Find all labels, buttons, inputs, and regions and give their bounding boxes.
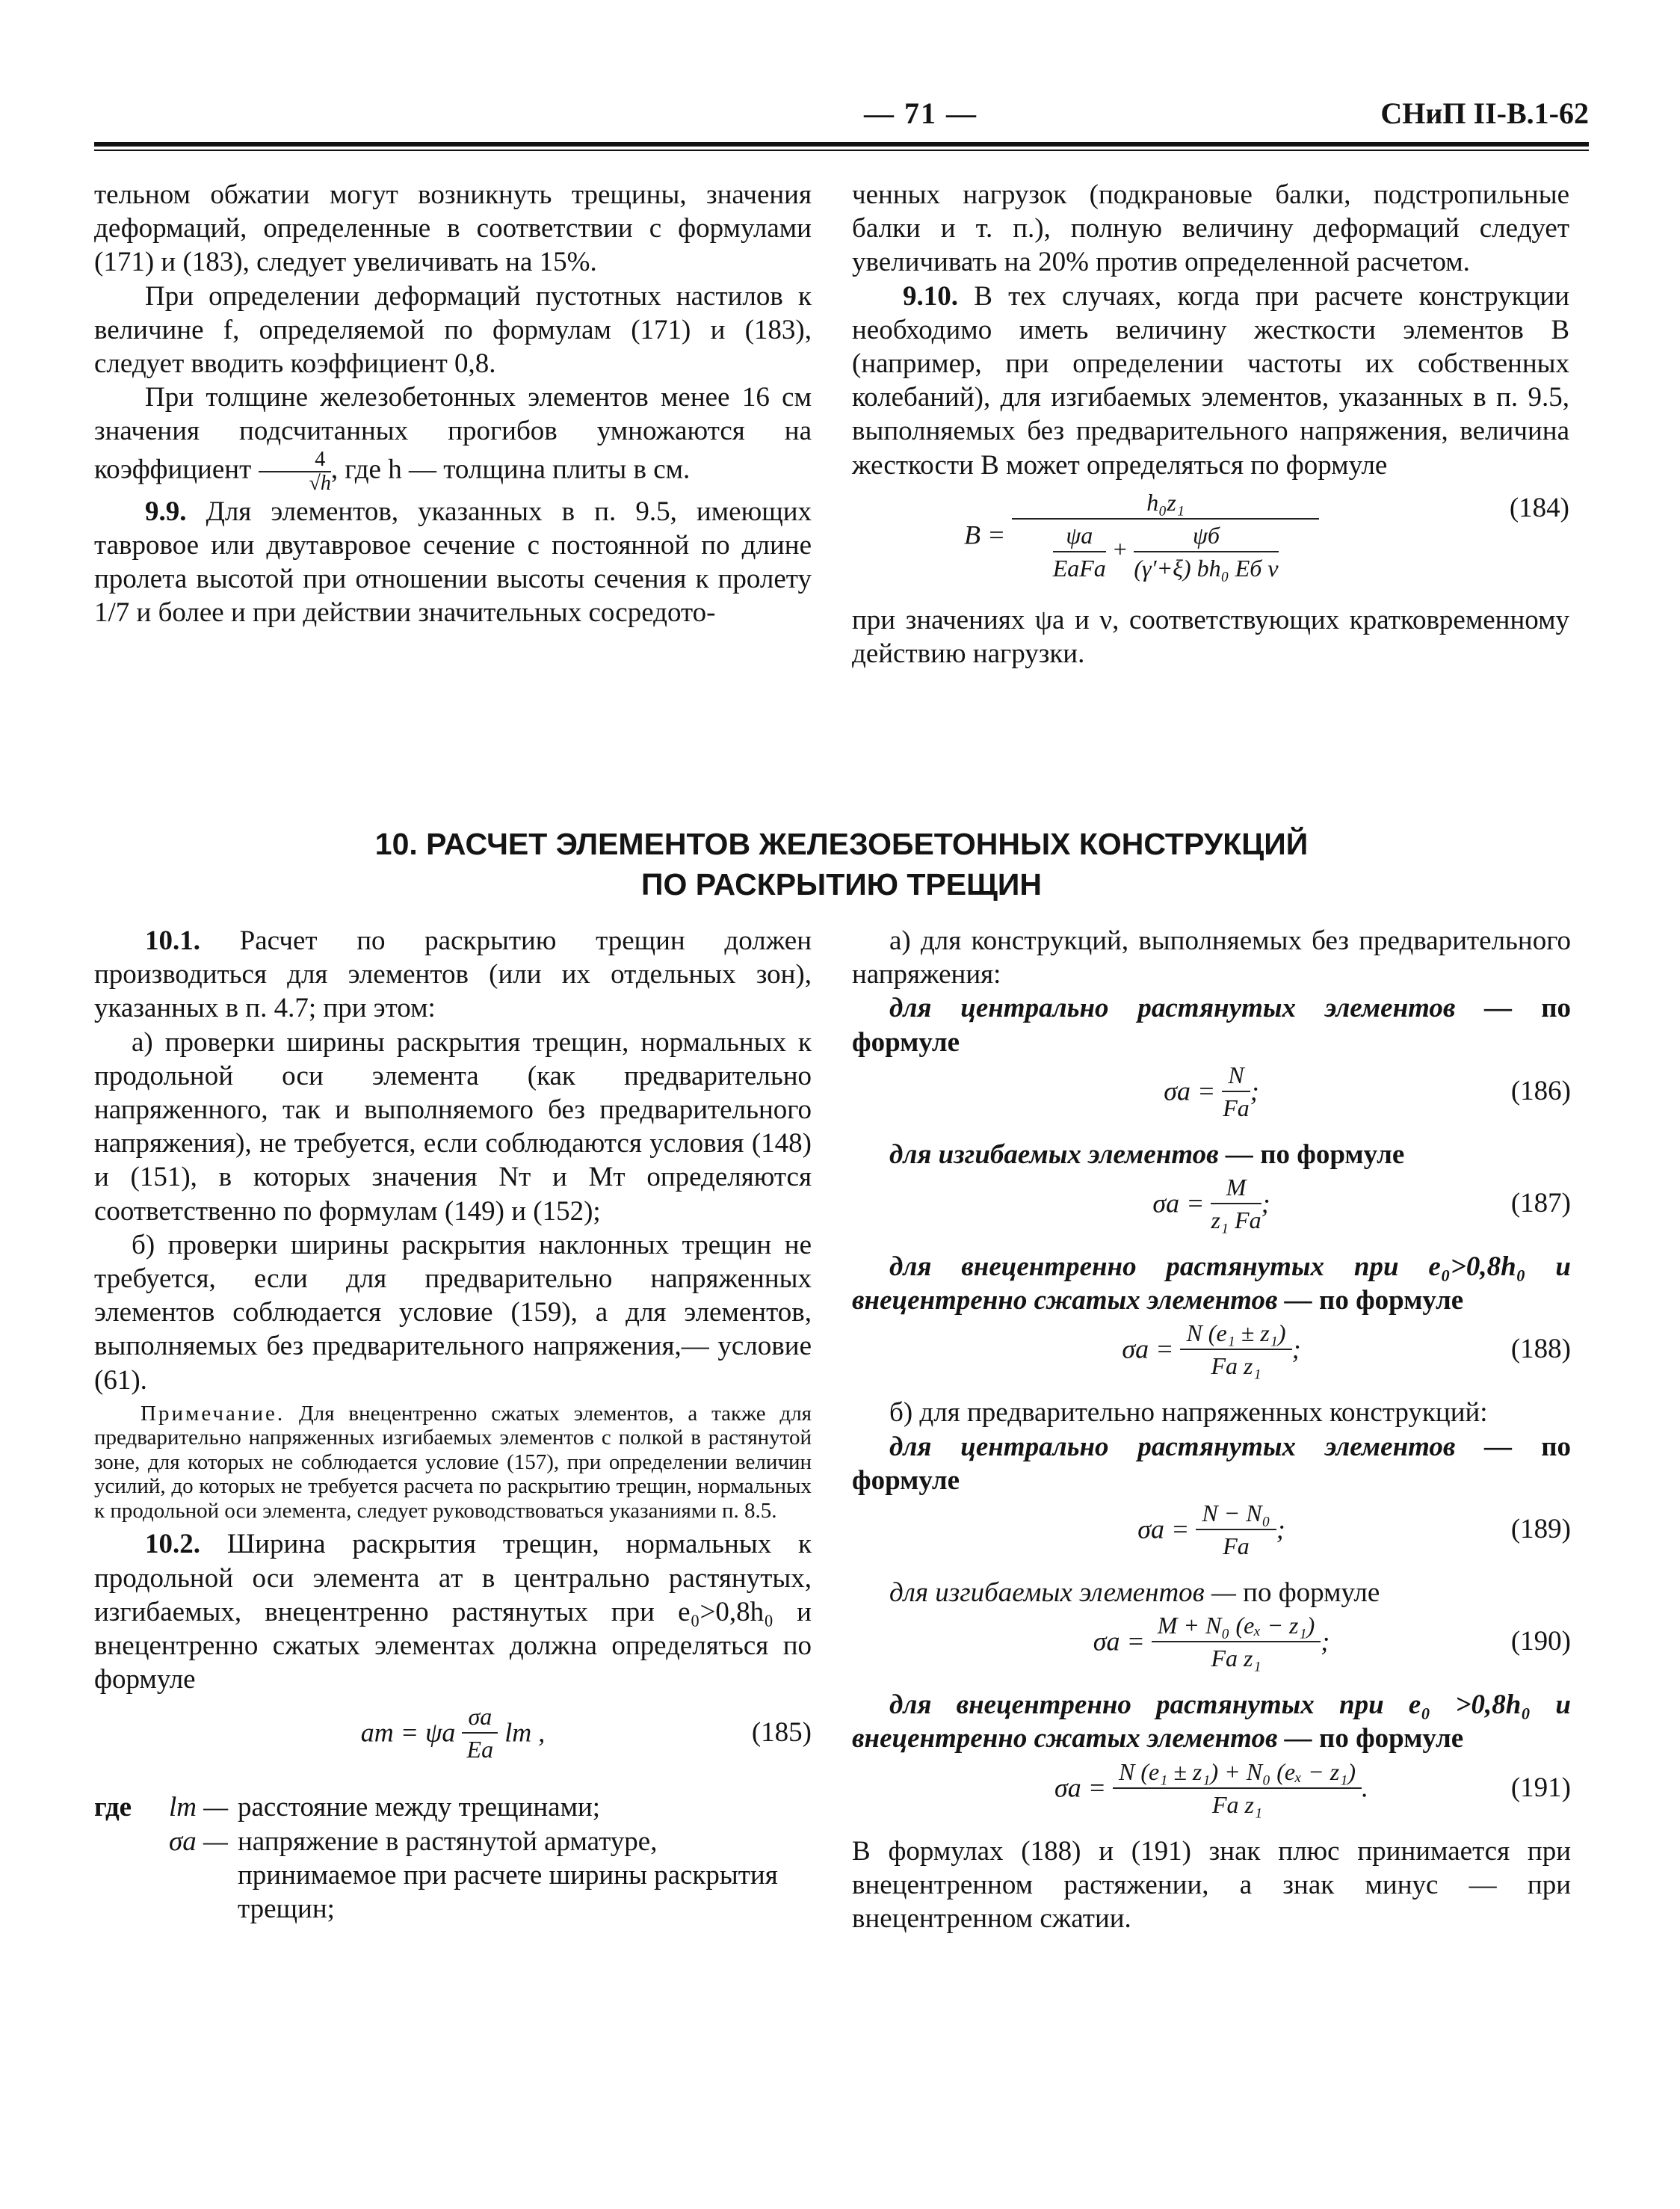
text: Ширина раскрытия трещин, нормальных к продольной оси элемента aт в центрально растянутых, изгибаемых, внецентренно растянутых при e₀>0,8h₀ и внецентренно сжатых элементах должна определяться по формуле (94, 1529, 812, 1695)
fraction-denominator: z₁ Fа (1211, 1207, 1261, 1234)
paragraph: ченных нагрузок (подкрановые балки, подстропильные балки и т. п.), полную величину деформаций следует увеличивать на 20% против определенной расчетом. (852, 179, 1569, 278)
fraction-denominator: Fа z₁ (1211, 1352, 1261, 1380)
paragraph: при значениях ψа и ν, соответствующих кратковременному действию нагрузки. (852, 604, 1569, 670)
fraction-denominator: EаFа (1052, 554, 1106, 582)
definitions (94, 1790, 812, 1926)
text: Для элементов, указанных в п. 9.5, имеющих тавровое или двутавровое сечение с постоянной по длине пролета высотой при отношении высоты сечения к пролету 1/7 и более и при действии значительных сосредото- (94, 496, 812, 629)
formula-body (852, 1609, 1571, 1674)
case-italic: для изгибаемых элементов — (889, 1577, 1236, 1609)
case-text (852, 1138, 1571, 1171)
formula-fraction (1152, 1609, 1321, 1674)
top-right-column (852, 178, 1569, 671)
formula-lhs: σа = (1152, 1188, 1205, 1219)
formula-lhs: σа = (1164, 1076, 1216, 1106)
equation-number: (187) (1510, 1188, 1571, 1219)
fraction-numerator: h₀z₁ (1012, 487, 1319, 520)
formula-tail: ; (1321, 1626, 1330, 1657)
definition-row (94, 1825, 812, 1926)
formula-191 (852, 1756, 1571, 1834)
formula-fraction (1222, 1059, 1250, 1124)
formula-fraction (1012, 487, 1319, 584)
sub-fraction (1053, 520, 1106, 584)
formula-lhs: σа = (1137, 1514, 1190, 1544)
case-text (852, 1576, 1571, 1609)
paragraph-9-10 (852, 280, 1569, 482)
paragraph: При определении деформаций пустотных настилов к величине f, определяемой по формулам (171) и (183), следует вводить коэффициент 0,8. (94, 280, 812, 380)
fraction-numerator: 4 (259, 449, 331, 472)
top-left-column (94, 178, 812, 629)
formula-tail: . (1362, 1772, 1368, 1803)
formula-lhs: aт = ψа (360, 1717, 456, 1748)
clause-number: 9.10. (903, 280, 958, 312)
header-rule (94, 142, 1589, 147)
clause-number: 10.1. (145, 925, 200, 956)
case-text (852, 1688, 1571, 1755)
formula-lhs: σа = (1054, 1772, 1107, 1803)
equation-number: (188) (1510, 1334, 1571, 1365)
final-paragraph: В формулах (188) и (191) знак плюс принимается при внецентренном растяжении, а знак минус — при внецентренном сжатии. (852, 1835, 1571, 1935)
formula-189 (852, 1497, 1571, 1576)
paragraph-9-9 (94, 495, 812, 630)
equation-number: (191) (1510, 1772, 1571, 1803)
formula-lhs: σа = (1122, 1334, 1174, 1364)
fraction-denominator: Fа (1223, 1532, 1250, 1560)
formula-rhs: lт , (504, 1717, 546, 1748)
formula-body (852, 1059, 1571, 1124)
fraction-numerator: N (e₁ ± z₁) (1180, 1317, 1291, 1350)
bottom-right-column (852, 924, 1571, 1935)
paragraph: тельном обжатии могут возникнуть трещины, значения деформаций, определенные в соответствии с формулами (171) и (183), следует увеличивать на 15%. (94, 179, 812, 278)
formula-fraction (1196, 1497, 1276, 1562)
case-rest: по формуле (1260, 1139, 1405, 1170)
formula-lhs: σа = (1093, 1626, 1145, 1657)
case-italic: для внецентренно растянутых при e₀ >0,8h₀ и внецентренно сжатых элементов — (852, 1689, 1571, 1754)
formula-body (852, 1497, 1571, 1562)
text: Расчет по раскрытию трещин должен производиться для элементов (или их отдельных зон), указанных в п. 4.7; при этом: (94, 925, 812, 1024)
equation-number: (185) (751, 1717, 812, 1749)
fraction-denominator: Fа z₁ (1211, 1790, 1263, 1818)
formula-body (852, 1756, 1571, 1820)
case-rest: по формуле (1319, 1285, 1464, 1316)
case-italic: для внецентренно растянутых при e₀>0,8h₀ и внецентренно сжатых элементов — (852, 1251, 1571, 1316)
definition-symbol: σа — (169, 1826, 228, 1857)
formula-body (94, 1701, 812, 1765)
case-rest: по формуле (1319, 1723, 1464, 1754)
title-line: 10. РАСЧЕТ ЭЛЕМЕНТОВ ЖЕЛЕЗОБЕТОННЫХ КОНСТРУКЦИЙ (374, 827, 1309, 861)
paragraph-item-a: а) для конструкций, выполняемых без предварительного напряжения: (852, 925, 1571, 990)
formula-fraction (462, 1701, 498, 1765)
fraction-denominator (1012, 520, 1319, 584)
formula-184 (852, 487, 1569, 599)
section-title (94, 824, 1589, 905)
case-italic: для центрально растянутых элементов — (889, 993, 1513, 1024)
formula-fraction (1180, 1317, 1291, 1381)
header-rule-thin (94, 150, 1589, 151)
document-code: СНиП II-В.1-62 (1380, 96, 1589, 130)
case-italic: для изгибаемых элементов — (889, 1139, 1253, 1170)
formula-fraction (1211, 1171, 1261, 1236)
definition-row (94, 1790, 812, 1824)
paragraph-10-1 (94, 924, 812, 1026)
page-number: — 71 — (864, 96, 978, 130)
plus-sign: + (1111, 535, 1128, 563)
formula-188 (852, 1317, 1571, 1396)
paragraph-item-a: а) проверки ширины раскрытия трещин, нормальных к продольной оси элемента (как предварительно напряженного, так и выполняемого без предварительного напряжения), не требуется, если соблюдаются условия (148) и (151), в которых значения Nт и Mт определяются соответственно по формулам (149) и (152); (94, 1026, 812, 1227)
fraction-numerator: σа (462, 1701, 498, 1734)
fraction-numerator: M (1211, 1171, 1261, 1204)
clause-number: 10.2. (145, 1529, 200, 1560)
formula-tail: ; (1261, 1188, 1270, 1219)
formula-lhs: B = (964, 520, 1006, 550)
paragraph-item-b: б) для предварительно напряженных конструкций: (889, 1397, 1488, 1429)
fraction-denominator: (γ′+ξ) bh₀ Eб ν (1134, 554, 1279, 582)
formula-185 (94, 1701, 812, 1790)
case-rest: по формуле (852, 993, 1572, 1058)
where-label: где (94, 1792, 132, 1823)
note-body (94, 1402, 812, 1523)
fraction-numerator: N − N₀ (1196, 1497, 1276, 1530)
fraction-numerator: N (1222, 1059, 1250, 1092)
fraction-denominator: √h (309, 471, 331, 495)
fraction-numerator: ψб (1134, 520, 1278, 552)
formula-fraction (1113, 1756, 1362, 1820)
equation-number: (186) (1510, 1075, 1571, 1106)
coefficient-fraction (259, 449, 331, 495)
paragraph-10-2 (94, 1527, 812, 1696)
case-italic: для центрально растянутых элементов — (889, 1431, 1513, 1462)
formula-body (852, 1317, 1571, 1381)
definition-symbol: lт — (169, 1792, 229, 1823)
case-text (852, 1250, 1571, 1317)
equation-number: (190) (1510, 1626, 1571, 1657)
note-label: Примечание. (140, 1401, 285, 1426)
case-text (852, 991, 1571, 1059)
formula-190 (852, 1609, 1571, 1688)
clause-number: 9.9. (145, 496, 187, 527)
fraction-denominator: Eа (466, 1736, 494, 1763)
formula-tail: ; (1250, 1076, 1259, 1106)
formula-tail: ; (1291, 1334, 1301, 1364)
text: , где h — толщина плиты в см. (330, 454, 691, 485)
note (94, 1402, 812, 1523)
text: При толщине железобетонных элементов менее 16 см значения подсчитанных прогибов умножаются на коэффициент (94, 382, 812, 485)
fraction-numerator: M + N₀ (eₓ − z₁) (1152, 1609, 1321, 1642)
formula-187 (852, 1171, 1571, 1250)
paragraph-coefficient (94, 381, 812, 494)
sub-fraction (1134, 520, 1278, 584)
formula-186 (852, 1059, 1571, 1138)
text: В тех случаях, когда при расчете конструкции необходимо иметь величину жесткости элементов B (например, при определении частоты их собственных колебаний), для изгибаемых элементов, указанных в п. 9.5, выполняемых без предварительного напряжения, величина жесткости B может определяться по формуле (852, 280, 1570, 481)
case-text (852, 1430, 1571, 1497)
equation-number: (184) (1509, 492, 1569, 523)
paragraph-item-b: б) проверки ширины раскрытия наклонных трещин не требуется, если для предварительно напряженных элементов соблюдается условие (159), а для элементов, выполняемых без предварительного напряжения,— условие (61). (94, 1229, 812, 1396)
fraction-denominator: Fа (1223, 1094, 1250, 1121)
equation-number: (189) (1510, 1514, 1571, 1545)
formula-tail: ; (1276, 1514, 1285, 1544)
definition-text: расстояние между трещинами; (238, 1792, 601, 1823)
title-line: ПО РАСКРЫТИЮ ТРЕЩИН (641, 867, 1042, 902)
page-header (94, 96, 1589, 141)
fraction-denominator: Fа z₁ (1211, 1645, 1261, 1672)
fraction-numerator: ψа (1053, 520, 1106, 552)
definition-text: напряжение в растянутой арматуре, принимаемое при расчете ширины раскрытия трещин; (238, 1826, 778, 1924)
note-text: Для внецентренно сжатых элементов, а также для предварительно напряженных изгибаемых элементов с полкой в растянутой зоне, для которых не соблюдается условие (157), при определении величин усилий, до которых не требуется расчета по раскрытию трещин, нормальных к продольной оси элемента, следует руководствоваться указаниями п. 8.5. (94, 1401, 812, 1523)
case-rest: по формуле (1243, 1577, 1380, 1609)
formula-body (852, 1171, 1571, 1236)
fraction-numerator: N (e₁ ± z₁) + N₀ (eₓ − z₁) (1113, 1756, 1362, 1789)
bottom-left-column (94, 924, 812, 1926)
case-rest: по формуле (852, 1431, 1572, 1496)
